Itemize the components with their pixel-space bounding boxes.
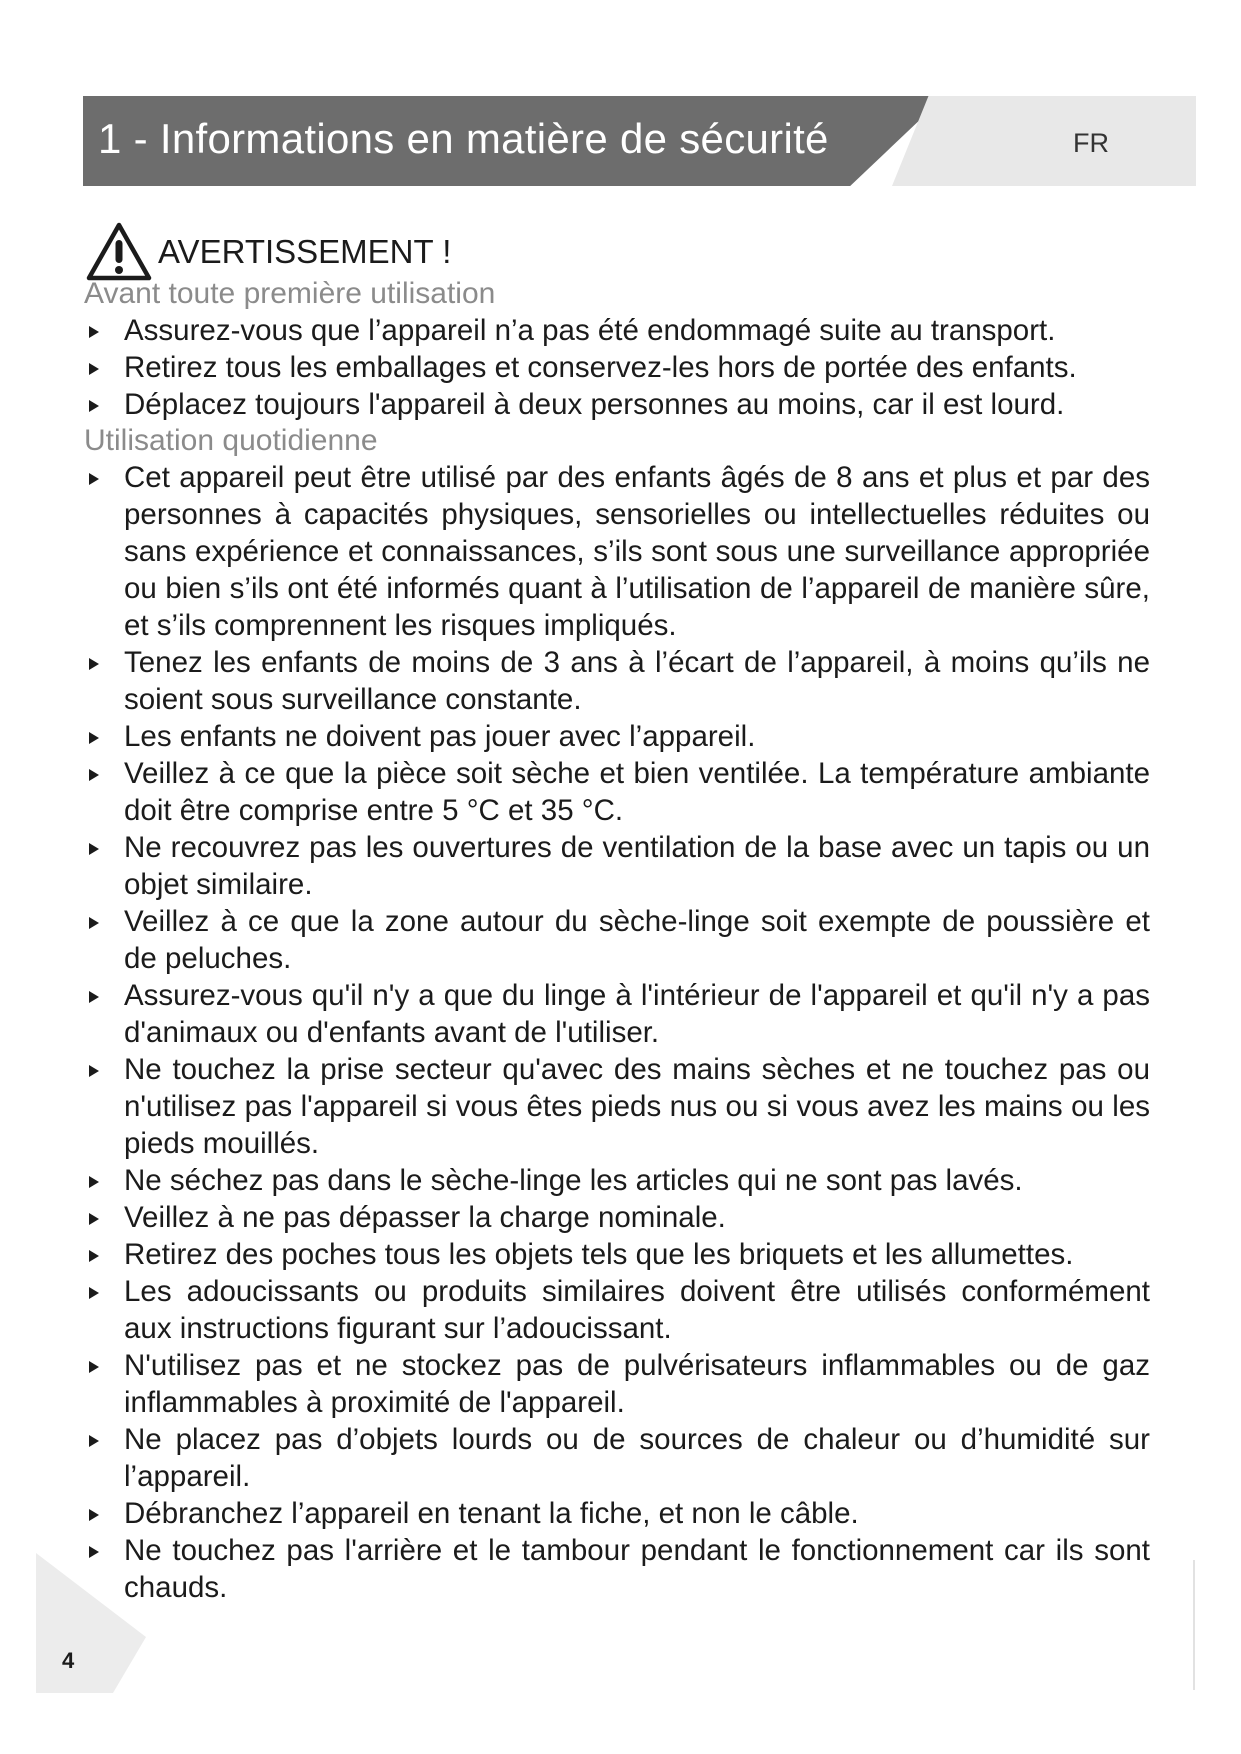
language-band <box>892 96 1196 186</box>
bullet-icon <box>89 1361 99 1373</box>
section-heading: Avant toute première utilisation <box>84 277 496 310</box>
language-code: FR <box>1073 128 1109 158</box>
list-item: Veillez à ce que la pièce soit sèche et bien ventilée. La température ambiante doit être comprise entre 5 °C et 35 °C. <box>84 755 1150 829</box>
bullet-list <box>84 312 1150 423</box>
margin-rule <box>1193 1560 1195 1690</box>
list-item: Retirez des poches tous les objets tels que les briquets et les allumettes. <box>84 1236 1150 1273</box>
bullet-icon <box>89 991 99 1003</box>
warning-triangle-icon <box>86 222 152 282</box>
bullet-icon <box>89 1176 99 1188</box>
list-item: Tenez les enfants de moins de 3 ans à l’écart de l’appareil, à moins qu’ils ne soient sous surveillance constante. <box>84 644 1150 718</box>
list-item: Ne recouvrez pas les ouvertures de ventilation de la base avec un tapis ou un objet similaire. <box>84 829 1150 903</box>
bullet-icon <box>89 400 99 412</box>
bullet-icon <box>89 363 99 375</box>
list-item: Ne touchez la prise secteur qu'avec des mains sèches et ne touchez pas ou n'utilisez pas l'appareil si vous êtes pieds nus ou si vous avez les mains ou les pieds mouillés. <box>84 1051 1150 1162</box>
list-item: Assurez-vous qu'il n'y a que du linge à l'intérieur de l'appareil et qu'il n'y a pas d'animaux ou d'enfants avant de l'utiliser. <box>84 977 1150 1051</box>
bullet-icon <box>89 1287 99 1299</box>
section-before-first-use <box>84 276 1150 423</box>
list-item: Retirez tous les emballages et conservez-les hors de portée des enfants. <box>84 349 1150 386</box>
list-item: N'utilisez pas et ne stockez pas de pulvérisateurs inflammables ou de gaz inflammables à proximité de l'appareil. <box>84 1347 1150 1421</box>
bullet-icon <box>89 1435 99 1447</box>
page-title: 1 - Informations en matière de sécurité <box>98 115 829 162</box>
list-item: Assurez-vous que l’appareil n’a pas été endommagé suite au transport. <box>84 312 1150 349</box>
page-number: 4 <box>62 1648 75 1673</box>
bullet-icon <box>89 1065 99 1077</box>
bullet-icon <box>89 1509 99 1521</box>
bullet-icon <box>89 843 99 855</box>
bullet-icon <box>89 473 99 485</box>
bullet-icon <box>89 1250 99 1262</box>
bullet-icon <box>89 326 99 338</box>
list-item: Ne séchez pas dans le sèche-linge les articles qui ne sont pas lavés. <box>84 1162 1150 1199</box>
warning-header <box>86 220 451 284</box>
list-item: Veillez à ne pas dépasser la charge nominale. <box>84 1199 1150 1236</box>
bullet-icon <box>89 917 99 929</box>
list-item: Veillez à ce que la zone autour du sèche-linge soit exempte de poussière et de peluches. <box>84 903 1150 977</box>
list-item: Les adoucissants ou produits similaires doivent être utilisés conformément aux instructions figurant sur l’adoucissant. <box>84 1273 1150 1347</box>
section-heading: Utilisation quotidienne <box>84 424 378 457</box>
warning-title: AVERTISSEMENT ! <box>158 233 452 270</box>
safety-content <box>84 276 1150 1606</box>
section-daily-use <box>84 423 1150 1606</box>
bullet-icon <box>89 1546 99 1558</box>
bullet-icon <box>89 658 99 670</box>
list-item: Ne placez pas d’objets lourds ou de sources de chaleur ou d’humidité sur l’appareil. <box>84 1421 1150 1495</box>
list-item: Débranchez l’appareil en tenant la fiche, et non le câble. <box>84 1495 1150 1532</box>
list-item: Déplacez toujours l'appareil à deux personnes au moins, car il est lourd. <box>84 386 1150 423</box>
bullet-icon <box>89 1213 99 1225</box>
list-item: Les enfants ne doivent pas jouer avec l’appareil. <box>84 718 1150 755</box>
bullet-list <box>84 459 1150 1606</box>
bullet-icon <box>89 769 99 781</box>
list-item: Cet appareil peut être utilisé par des enfants âgés de 8 ans et plus et par des personnes à capacités physiques, sensorielles ou intellectuelles réduites ou sans expérience et connaissances, s’ils sont sous une surveillance appropriée ou bien s’ils ont été informés quant à l’utilisation de l’appareil de manière sûre, et s’ils comprennent les risques impliqués. <box>84 459 1150 644</box>
bullet-icon <box>89 732 99 744</box>
list-item: Ne touchez pas l'arrière et le tambour pendant le fonctionnement car ils sont chauds. <box>84 1532 1150 1606</box>
